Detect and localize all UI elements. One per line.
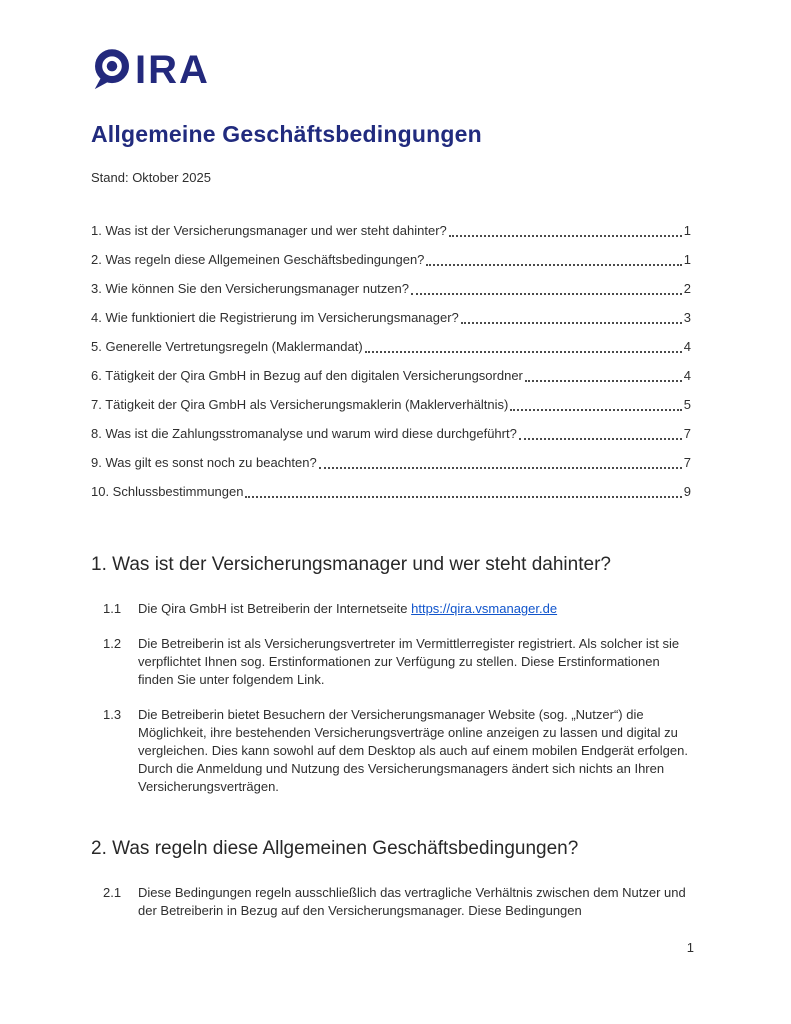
toc-item-label: 1. Was ist der Versicherungsmanager und wer steht dahinter?: [91, 223, 447, 238]
section-heading: 1. Was ist der Versicherungsmanager und wer steht dahinter?: [91, 554, 611, 575]
page-title: Allgemeine Geschäftsbedingungen: [91, 121, 482, 147]
toc-item-label: 7. Tätigkeit der Qira GmbH als Versicherungsmaklerin (Maklerverhältnis): [91, 397, 509, 412]
toc-item: [91, 367, 691, 385]
toc-dot-leader: [365, 351, 682, 353]
toc-item-label: 10. Schlussbestimmungen: [91, 484, 244, 499]
clause-text: Die Qira GmbH ist Betreiberin der Internetseite https://qira.vsmanager.de: [138, 601, 558, 616]
toc-item-page: 7: [683, 455, 691, 470]
toc-list: [91, 222, 691, 501]
toc-dot-leader: [461, 322, 682, 324]
vsmanager-link[interactable]: https://qira.vsmanager.de: [411, 601, 558, 616]
clause-item: [91, 635, 691, 689]
toc-item-page: 2: [683, 281, 691, 296]
toc-item-label: 3. Wie können Sie den Versicherungsmanager nutzen?: [91, 281, 409, 296]
toc-dot-leader: [411, 293, 682, 295]
logo-wordmark: IRA: [135, 48, 210, 92]
toc-item: [91, 280, 691, 298]
toc-dot-leader: [525, 380, 682, 382]
toc-item: [91, 251, 691, 269]
sections-container: [91, 552, 691, 920]
toc-item-label: 8. Was ist die Zahlungsstromanalyse und warum wird diese durchgeführt?: [91, 426, 517, 441]
clause-text: Die Betreiberin ist als Versicherungsvertreter im Vermittlerregister registriert. Als solcher ist sie verpflichtet Ihnen sog. Erstinformationen zur Verfügung zu stellen. Diese Erstinformationen finden Sie unter folgendem Link.: [138, 636, 680, 687]
toc-item-label: 2. Was regeln diese Allgemeinen Geschäftsbedingungen?: [91, 252, 425, 267]
toc-dot-leader: [510, 409, 681, 411]
clause-text: Diese Bedingungen regeln ausschließlich das vertragliche Verhältnis zwischen dem Nutzer und der Betreiberin in Bezug auf den Versicherungsmanager. Diese Bedingungen: [138, 885, 686, 918]
toc-item: [91, 222, 691, 240]
toc-item: [91, 483, 691, 501]
clause-item: [91, 600, 691, 618]
toc-dot-leader: [319, 467, 682, 469]
toc-item-page: 1: [683, 252, 691, 267]
toc-item: [91, 338, 691, 356]
toc-item: [91, 309, 691, 327]
page-number: 1: [686, 940, 694, 955]
toc-item-page: 3: [683, 310, 691, 325]
clause-item: [91, 706, 691, 796]
clause-number: 1.2: [103, 636, 122, 651]
clause-number: 2.1: [103, 885, 122, 900]
toc-item: [91, 396, 691, 414]
toc-item-page: 1: [683, 223, 691, 238]
toc-dot-leader: [426, 264, 681, 266]
clause-number: 1.1: [103, 601, 122, 616]
toc-item-page: 5: [683, 397, 691, 412]
toc-dot-leader: [449, 235, 682, 237]
clause-number: 1.3: [103, 707, 122, 722]
clause-item: [91, 884, 691, 920]
qira-logo: [91, 45, 691, 95]
toc-dot-leader: [245, 496, 681, 498]
document-date: Stand: Oktober 2025: [91, 170, 211, 185]
toc-item-page: 7: [683, 426, 691, 441]
toc-item-page: 4: [683, 368, 691, 383]
section-heading: 2. Was regeln diese Allgemeinen Geschäftsbedingungen?: [91, 838, 579, 859]
toc-item-label: 9. Was gilt es sonst noch zu beachten?: [91, 455, 317, 470]
magnifier-q-icon: [91, 48, 133, 92]
toc-item: [91, 454, 691, 472]
toc-item-page: 4: [683, 339, 691, 354]
toc-item-page: 9: [683, 484, 691, 499]
toc-item-label: 5. Generelle Vertretungsregeln (Maklermandat): [91, 339, 363, 354]
toc-item: [91, 425, 691, 443]
toc-item-label: 4. Wie funktioniert die Registrierung im Versicherungsmanager?: [91, 310, 459, 325]
toc-dot-leader: [519, 438, 682, 440]
clause-text: Die Betreiberin bietet Besuchern der Versicherungsmanager Website (sog. „Nutzer“) die Möglichkeit, ihre bestehenden Versicherungsverträge online anzeigen zu lassen und digital zu vergleichen. Dies kann sowohl auf dem Desktop als auch auf einem mobilen Endgerät erfolgen. Durch die Anmeldung und Nutzung des Versicherungsmanagers ändert sich nichts an Ihren Versicherungsverträgen.: [138, 707, 688, 794]
toc-item-label: 6. Tätigkeit der Qira GmbH in Bezug auf den digitalen Versicherungsordner: [91, 368, 523, 383]
